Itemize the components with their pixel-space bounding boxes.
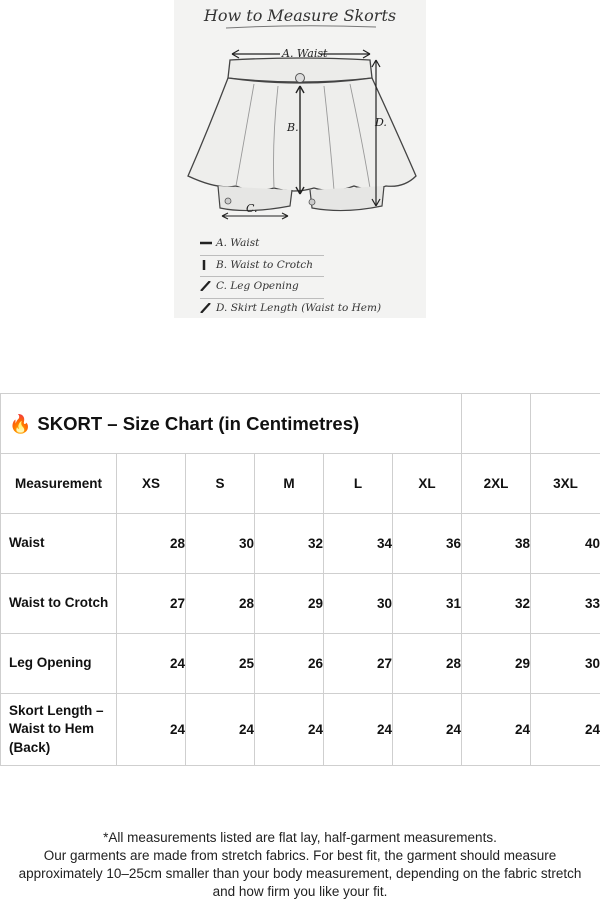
row-label: Waist to Crotch <box>1 574 117 634</box>
table-cell: 24 <box>255 694 324 766</box>
table-cell: 29 <box>462 634 531 694</box>
note-stretch: Our garments are made from stretch fabrics. For best fit, the garment should measure approximately 10–25cm smaller than your body measurement, depending on the fabric stretch and how firm you like your fit. <box>14 847 586 901</box>
row-label: Leg Opening <box>1 634 117 694</box>
header-size: XS <box>117 454 186 514</box>
table-cell: 38 <box>462 514 531 574</box>
legend-item <box>200 256 324 278</box>
bar-icon <box>200 260 212 270</box>
header-size: L <box>324 454 393 514</box>
table-cell: 30 <box>186 514 255 574</box>
slash-icon <box>200 303 212 313</box>
table-title: SKORT – Size Chart (in Centimetres) <box>37 413 359 434</box>
table-cell: 24 <box>393 694 462 766</box>
header-size: 2XL <box>462 454 531 514</box>
empty-cell <box>462 394 531 454</box>
legend-item <box>200 299 400 320</box>
table-cell: 34 <box>324 514 393 574</box>
table-cell: 30 <box>531 634 600 694</box>
label-leg: C. <box>246 202 258 215</box>
table-cell: 24 <box>462 694 531 766</box>
table-cell: 24 <box>186 694 255 766</box>
fire-icon: 🔥 <box>9 414 31 434</box>
table-cell: 24 <box>117 694 186 766</box>
table-cell: 40 <box>531 514 600 574</box>
table-cell: 31 <box>393 574 462 634</box>
table-cell: 33 <box>531 574 600 634</box>
table-title-cell <box>1 394 462 454</box>
measurement-illustration <box>174 0 426 318</box>
header-size: 3XL <box>531 454 600 514</box>
header-size: M <box>255 454 324 514</box>
legend-text: D. Skirt Length (Waist to Hem) <box>216 299 381 317</box>
measurement-legend <box>200 234 410 319</box>
label-crotch: B. <box>287 121 299 134</box>
table-row <box>1 634 600 694</box>
table-cell: 32 <box>255 514 324 574</box>
table-cell: 36 <box>393 514 462 574</box>
table-cell: 26 <box>255 634 324 694</box>
slash-icon <box>200 281 212 291</box>
table-cell: 27 <box>324 634 393 694</box>
table-row <box>1 574 600 634</box>
empty-cell <box>531 394 600 454</box>
size-chart-table <box>0 393 600 766</box>
table-row <box>1 514 600 574</box>
legend-text: C. Leg Opening <box>216 277 299 295</box>
legend-text: B. Waist to Crotch <box>216 256 313 274</box>
table-cell: 30 <box>324 574 393 634</box>
header-size: S <box>186 454 255 514</box>
table-header-row <box>1 454 600 514</box>
dash-icon <box>200 238 212 248</box>
fit-notes <box>14 829 586 901</box>
legend-item <box>200 277 324 299</box>
table-cell: 24 <box>117 634 186 694</box>
label-waist: A. Waist <box>282 47 327 60</box>
legend-text: A. Waist <box>216 234 259 252</box>
table-cell: 24 <box>324 694 393 766</box>
row-label: Waist <box>1 514 117 574</box>
table-cell: 28 <box>186 574 255 634</box>
table-cell: 28 <box>117 514 186 574</box>
note-flat-lay: *All measurements listed are flat lay, half-garment measurements. <box>14 829 586 847</box>
table-cell: 32 <box>462 574 531 634</box>
illustration-title: How to Measure Skorts <box>174 6 426 25</box>
table-cell: 29 <box>255 574 324 634</box>
header-size: XL <box>393 454 462 514</box>
table-title-row <box>1 394 600 454</box>
table-cell: 25 <box>186 634 255 694</box>
row-label: Skort Length – Waist to Hem (Back) <box>1 694 117 766</box>
table-cell: 24 <box>531 694 600 766</box>
header-measurement: Measurement <box>1 454 117 514</box>
table-cell: 28 <box>393 634 462 694</box>
legend-item <box>200 234 324 256</box>
table-cell: 27 <box>117 574 186 634</box>
label-skirt-length: D. <box>375 116 387 129</box>
table-row <box>1 694 600 766</box>
